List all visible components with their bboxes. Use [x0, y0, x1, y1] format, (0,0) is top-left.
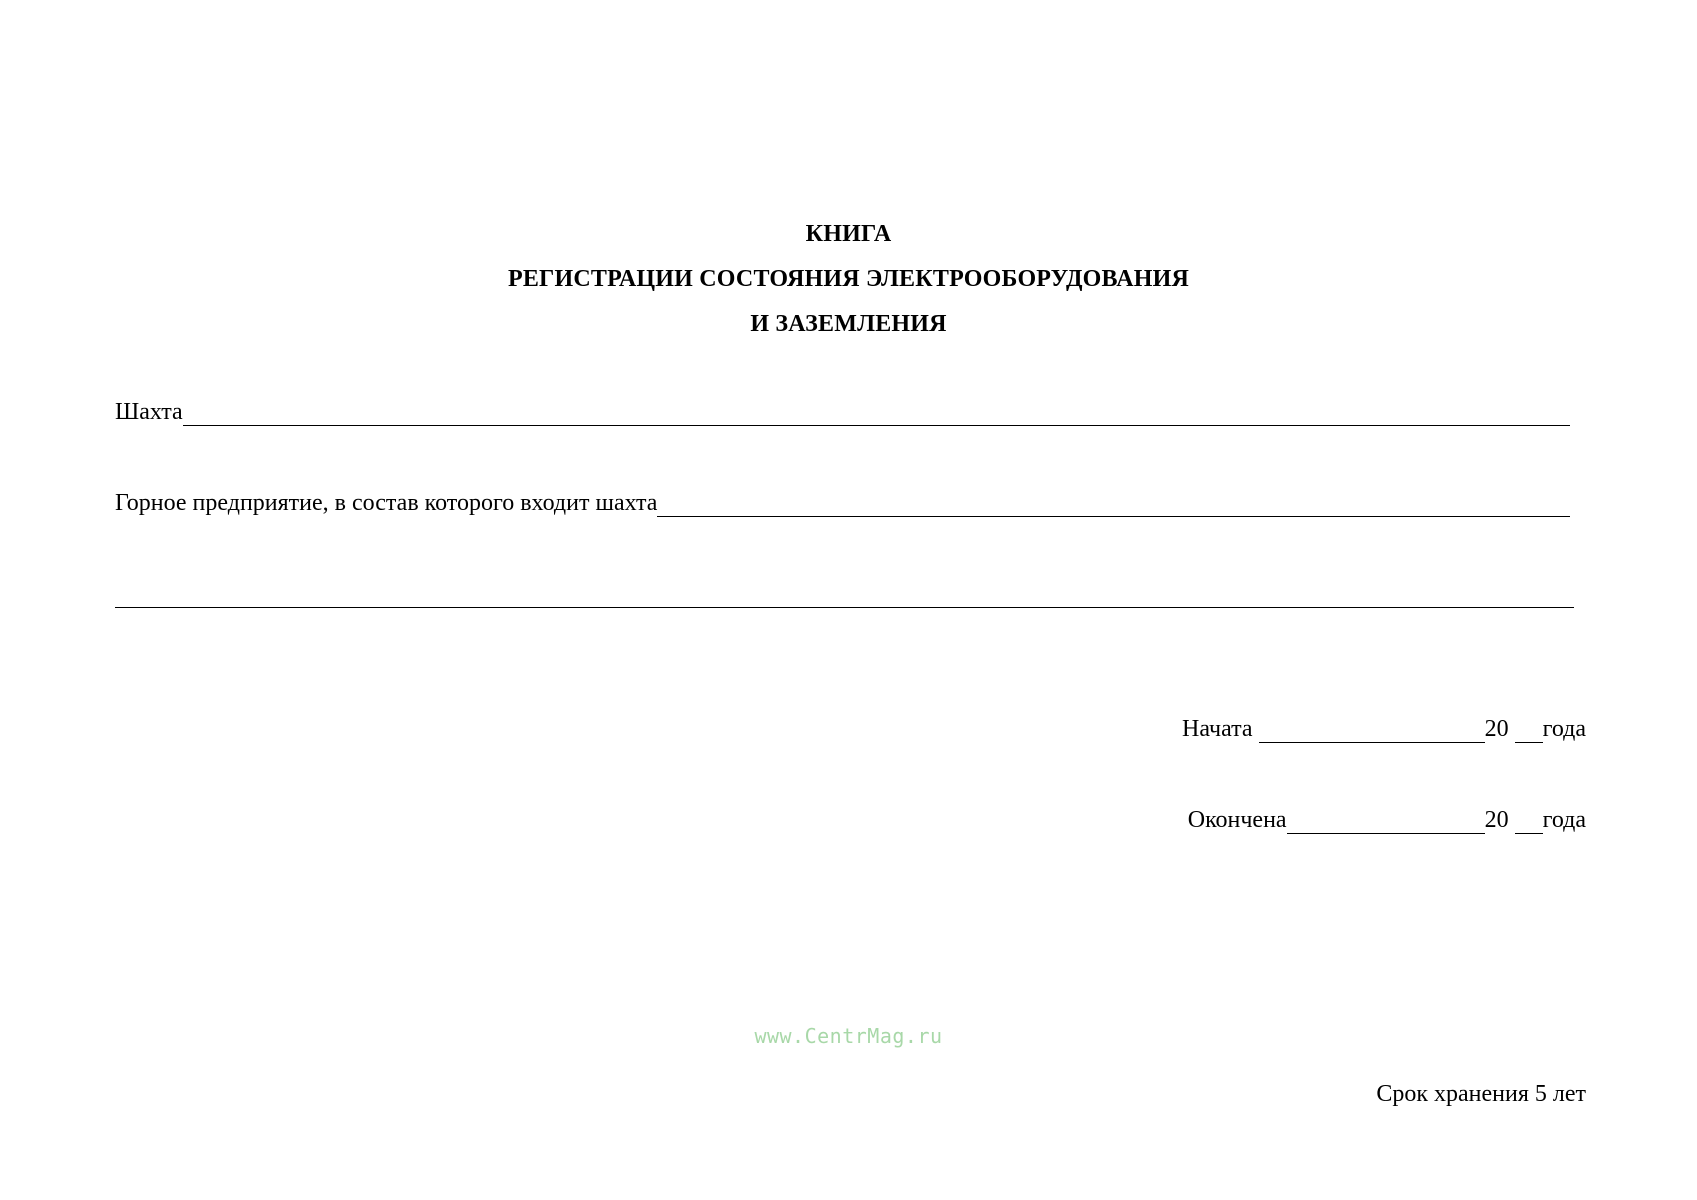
enterprise-field [115, 491, 1570, 517]
started-year-blank[interactable] [1515, 720, 1543, 743]
title-line-book: КНИГА [805, 221, 892, 247]
mine-label: Шахта [115, 399, 183, 425]
ended-year-word: года [1542, 807, 1586, 833]
ended-year-prefix: 20 [1484, 807, 1509, 833]
enterprise-label: Горное предприятие, в состав которого входит шахта [115, 490, 658, 516]
enterprise-continuation-line[interactable] [115, 607, 1574, 608]
started-label: Начата [1182, 716, 1253, 742]
ended-label: Окончена [1187, 807, 1287, 833]
started-year-word: года [1542, 716, 1586, 742]
mine-field [115, 400, 1570, 426]
ended-date-row [1188, 808, 1586, 834]
enterprise-blank-line[interactable] [657, 494, 1570, 517]
ended-year-blank[interactable] [1515, 811, 1543, 834]
started-year-prefix: 20 [1484, 716, 1509, 742]
started-date-blank[interactable] [1259, 720, 1485, 743]
started-date-row [1182, 717, 1586, 743]
ended-date-blank[interactable] [1287, 811, 1485, 834]
watermark-url: www.CentrMag.ru [754, 1024, 943, 1048]
title-line-grounding: И ЗАЗЕМЛЕНИЯ [750, 311, 947, 337]
title-line-registration: РЕГИСТРАЦИИ СОСТОЯНИЯ ЭЛЕКТРООБОРУДОВАНИЯ [507, 266, 1190, 292]
retention-period: Срок хранения 5 лет [1376, 1081, 1586, 1107]
mine-blank-line[interactable] [183, 403, 1570, 426]
